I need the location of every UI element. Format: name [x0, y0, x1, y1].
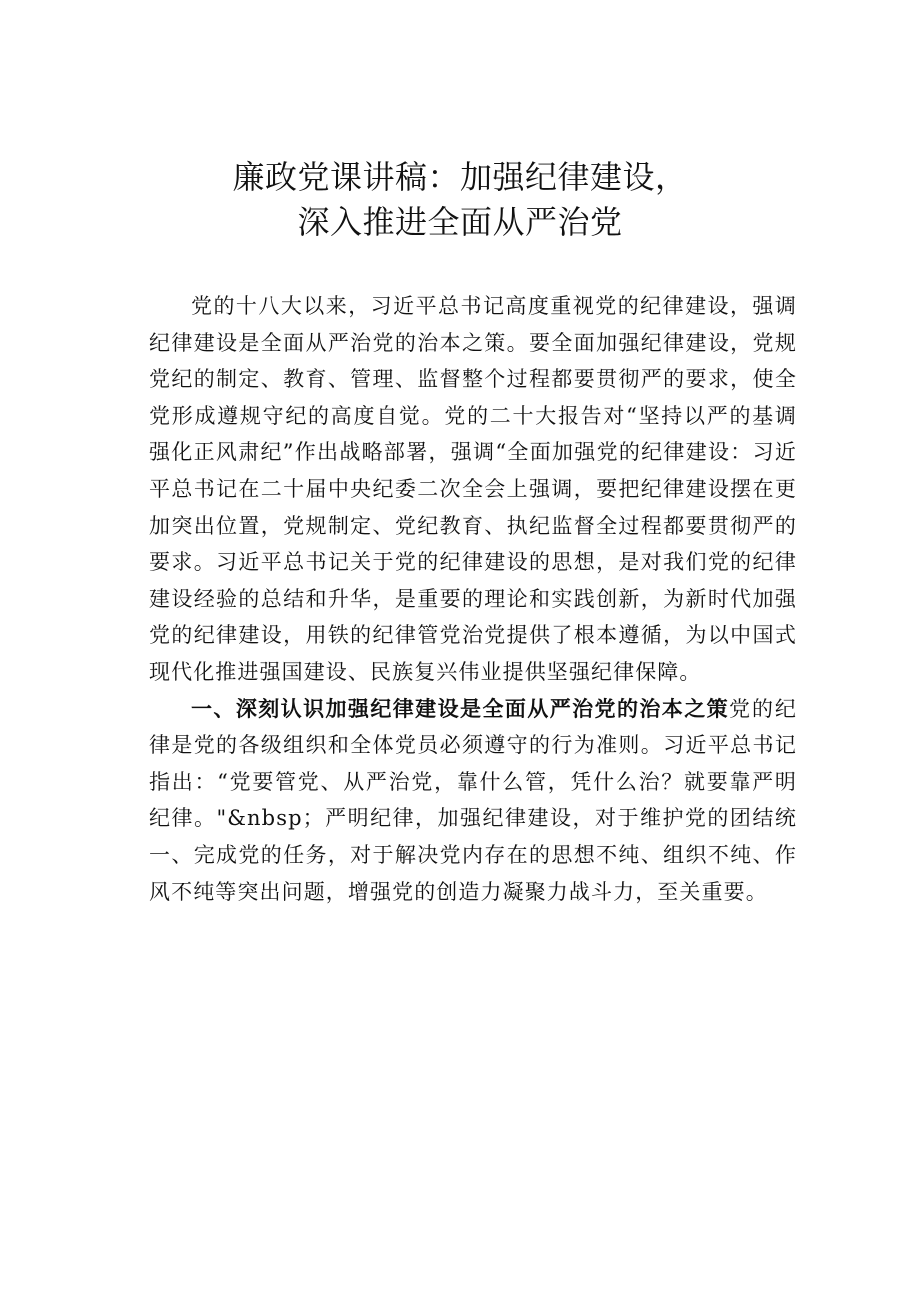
- document-title: [0, 155, 920, 245]
- document-body: [149, 288, 797, 910]
- section-1-heading: 一、深刻认识加强纪律建设是全面从严治党的治本之策: [191, 696, 730, 721]
- title-line-1: 廉政党课讲稿：加强纪律建设，: [232, 158, 688, 196]
- section-1-text: 党的纪律是党的各级组织和全体党员必须遵守的行为准则。习近平总书记指出：“党要管党、从严治党，靠什么管，凭什么治？就要靠严明纪律。"&nbsp；严明纪律，加强纪律建设，对于维护党的团结统一、完成党的任务，对于解决党内存在的思想不纯、组织不纯、作风不纯等突出问题，增强党的创造力凝聚力战斗力，至关重要。: [149, 696, 797, 904]
- section-1-paragraph: [149, 691, 797, 911]
- intro-paragraph: 党的十八大以来，习近平总书记高度重视党的纪律建设，强调纪律建设是全面从严治党的治本之策。要全面加强纪律建设，党规党纪的制定、教育、管理、监督整个过程都要贯彻严的要求，使全党形成遵规守纪的高度自觉。党的二十大报告对“坚持以严的基调强化正风肃纪”作出战略部署，强调“全面加强党的纪律建设：习近平总书记在二十届中央纪委二次全会上强调，要把纪律建设摆在更加突出位置，党规制定、党纪教育、执纪监督全过程都要贯彻严的要求。习近平总书记关于党的纪律建设的思想，是对我们党的纪律建设经验的总结和升华，是重要的理论和实践创新，为新时代加强党的纪律建设，用铁的纪律管党治党提供了根本遵循，为以中国式现代化推进强国建设、民族复兴伟业提供坚强纪律保障。: [149, 294, 797, 684]
- title-line-2: 深入推进全面从严治党: [297, 203, 623, 241]
